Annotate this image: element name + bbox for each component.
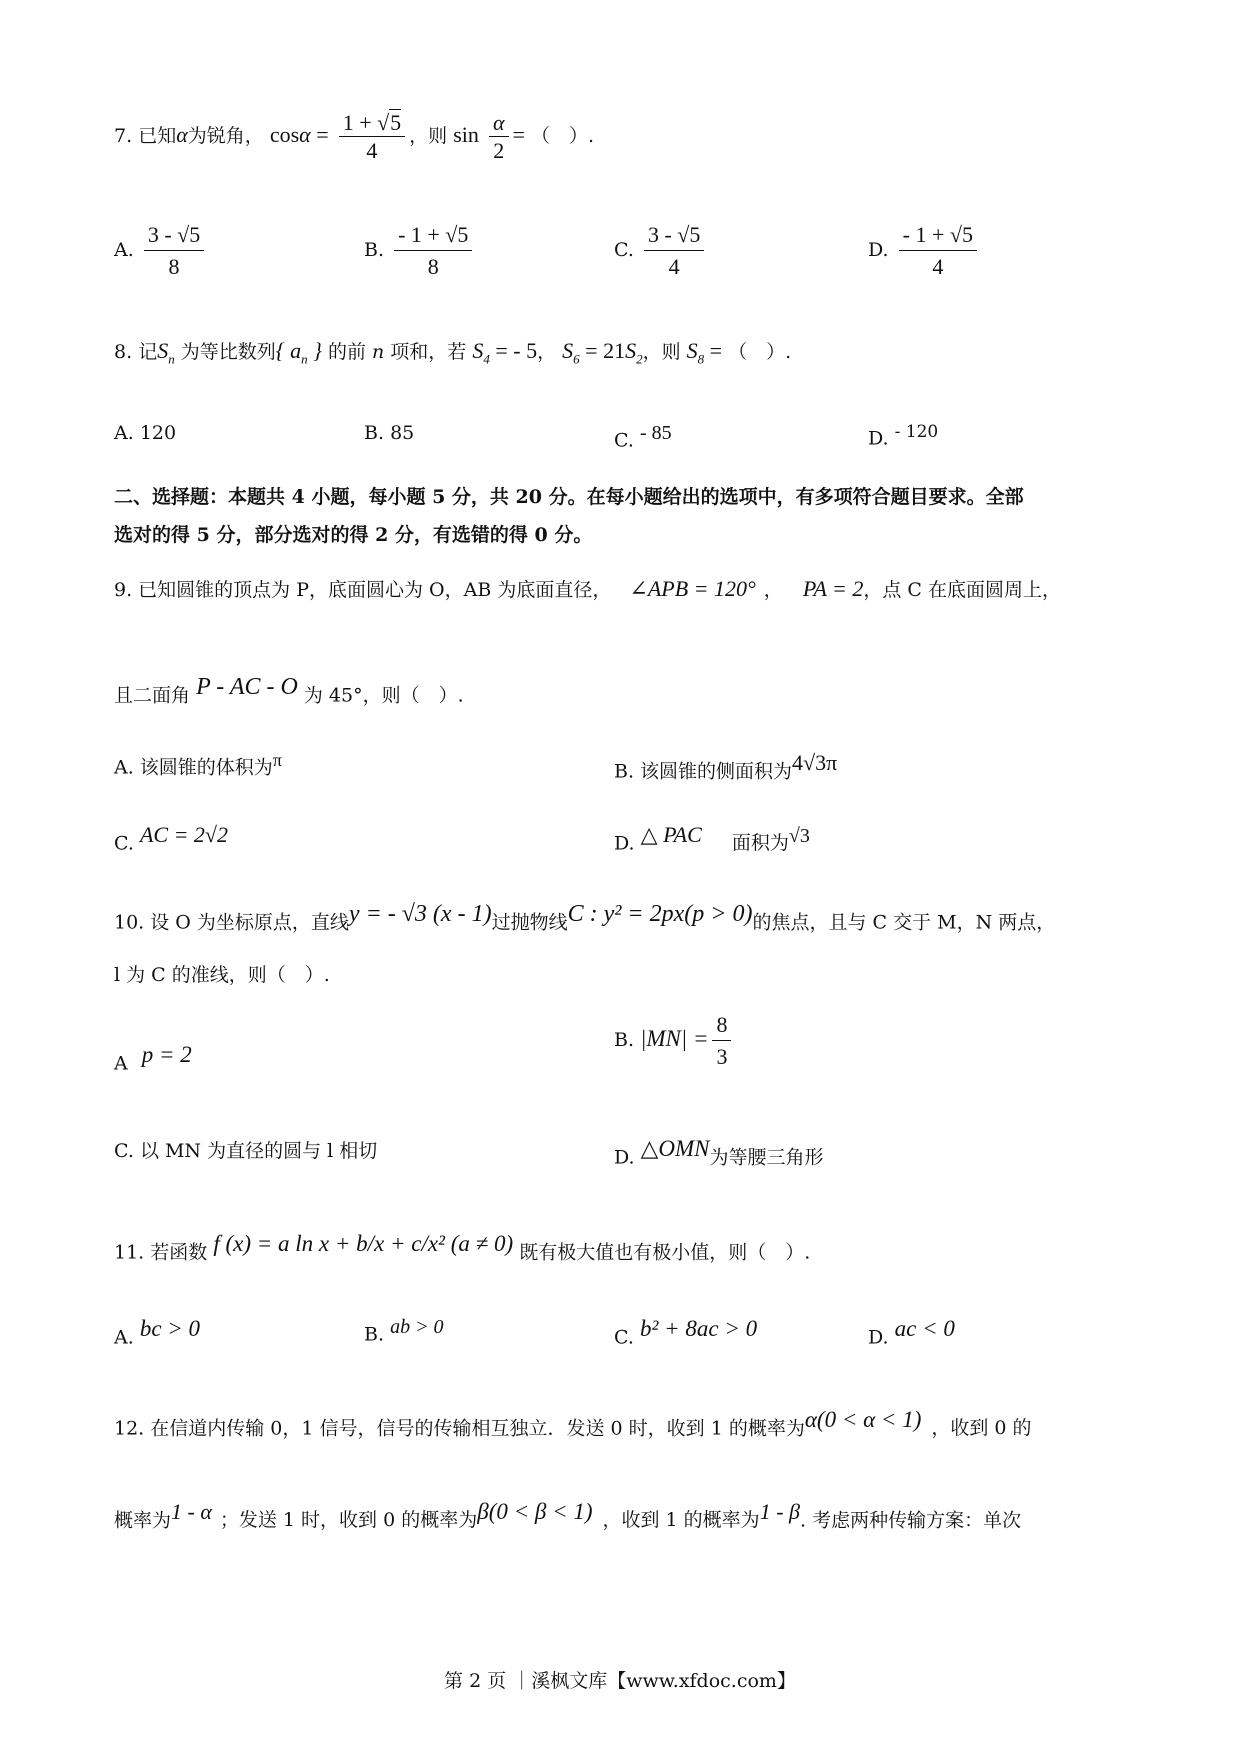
q8-option-d[interactable]: D. $^{- 120}$ bbox=[868, 422, 939, 450]
section2-heading-line2: 选对的得 5 分，部分选对的得 2 分，有选错的得 0 分。 bbox=[114, 524, 593, 546]
q12-stem-line2: 概率为$^{1 - \alpha}$ ；发送 1 时，收到 0 的概率为$^{\beta(0 < \beta < 1)}$ ，收到 1 的概率为$^{1 - \beta}$. 考虑两种传输方案：单次 bbox=[114, 1499, 1022, 1532]
q7-option-b[interactable]: B. $\frac{- 1 + √5}{8}$ bbox=[364, 222, 476, 280]
q7-cos-expr: cosα = bbox=[269, 122, 329, 147]
q9-stem-line1: 9. 已知圆锥的顶点为 P，底面圆心为 O，AB 为底面直径， ∠APB = 120° ， PA = 2，点 C 在底面圆周上， bbox=[114, 576, 1061, 601]
page-footer: 第 2 页 ｜溪枫文库【www.xfdoc.com】 bbox=[444, 1670, 796, 1692]
q9-option-b[interactable]: B. 该圆锥的侧面积为$^{4√3\pi}$ bbox=[614, 750, 838, 783]
q9-option-d[interactable]: D. $^{\triangle PAC}$ 面积为$^{√3}$ bbox=[614, 822, 810, 855]
q10-option-d[interactable]: D. $^{\triangle OMN}$为等腰三角形 bbox=[614, 1136, 824, 1169]
q7-sin-fraction: $\frac{\alpha}{2}$ bbox=[489, 112, 509, 162]
section2-heading-line1: 二、选择题：本题共 4 小题，每小题 5 分，共 20 分。在每小题给出的选项中，有多项符合题目要求。全部 bbox=[114, 486, 1024, 508]
q8-option-b[interactable]: B. 85 bbox=[364, 422, 415, 444]
q10-option-c[interactable]: C. 以 MN 为直径的圆与 l 相切 bbox=[114, 1140, 378, 1162]
q8-stem: 8. 记$S_n$ 为等比数列{ $a_n$ } 的前 n 项和，若 $S_4$ = - 5， $S_6 = 21S_2$，则 $S_8$ = （ ）. bbox=[114, 338, 792, 367]
q7-option-a[interactable]: A. $\frac{3 - √5}{8}$ bbox=[114, 222, 208, 280]
q7-cos-fraction: $\frac{1 + √5}{4}$ bbox=[339, 112, 405, 162]
q12-stem-line1: 12. 在信道内传输 0，1 信号，信号的传输相互独立．发送 0 时，收到 1 的概率为$^{\alpha(0 < \alpha < 1)}$ ，收到 0 的 bbox=[114, 1407, 1032, 1440]
q7-option-c[interactable]: C. $\frac{3 - √5}{4}$ bbox=[614, 222, 708, 280]
q11-option-b[interactable]: B. $^{ab > 0}$ bbox=[364, 1316, 444, 1346]
q11-option-a[interactable]: A. $^{bc > 0}$ bbox=[114, 1316, 201, 1349]
q7-stem: 7. 已知α为锐角， cosα = $\frac{1 + √5}{4}$ ，则 sin $\frac{\alpha}{2}$ = （ ）. bbox=[114, 110, 595, 163]
q8-option-c[interactable]: C. $^{- 85}$ bbox=[614, 422, 672, 452]
q7-option-d[interactable]: D. $\frac{- 1 + √5}{4}$ bbox=[868, 222, 981, 280]
q9-option-a[interactable]: A. 该圆锥的体积为$^\pi$ bbox=[114, 750, 282, 779]
q10-stem-line2: l 为 C 的准线，则（ ）. bbox=[114, 964, 330, 986]
q10-option-b[interactable]: B. |MN| = $\frac{8}{3}$ bbox=[614, 1012, 735, 1070]
q9-option-c[interactable]: C. $^{AC = 2√2}$ bbox=[114, 822, 228, 855]
q7-sin-expr: sin bbox=[453, 122, 479, 147]
alpha-symbol: α bbox=[176, 122, 188, 147]
q10-stem-line1: 10. 设 O 为坐标原点，直线$^{y = - √3 (x - 1)}$过抛物线$^{C : y^2 = 2px(p > 0)}$的焦点，且与 C 交于 M，N 两点， bbox=[114, 901, 1056, 934]
q11-option-c[interactable]: C. $^{b^2 + 8ac > 0}$ bbox=[614, 1316, 758, 1349]
q10-option-a[interactable]: A $^{p = 2}$ bbox=[114, 1042, 192, 1075]
q9-stem-line2: 且二面角 $^{P - AC - O}$ 为 45°，则（ ）. bbox=[114, 674, 464, 707]
q11-stem: 11. 若函数 $^{f (x) = a ln x + b/x + c/x^2 (a \ne 0)}$ 既有极大值也有极小值，则（ ）. bbox=[114, 1231, 811, 1264]
q8-option-a[interactable]: A. 120 bbox=[114, 422, 177, 444]
q11-option-d[interactable]: D. $^{ac < 0}$ bbox=[868, 1316, 955, 1349]
